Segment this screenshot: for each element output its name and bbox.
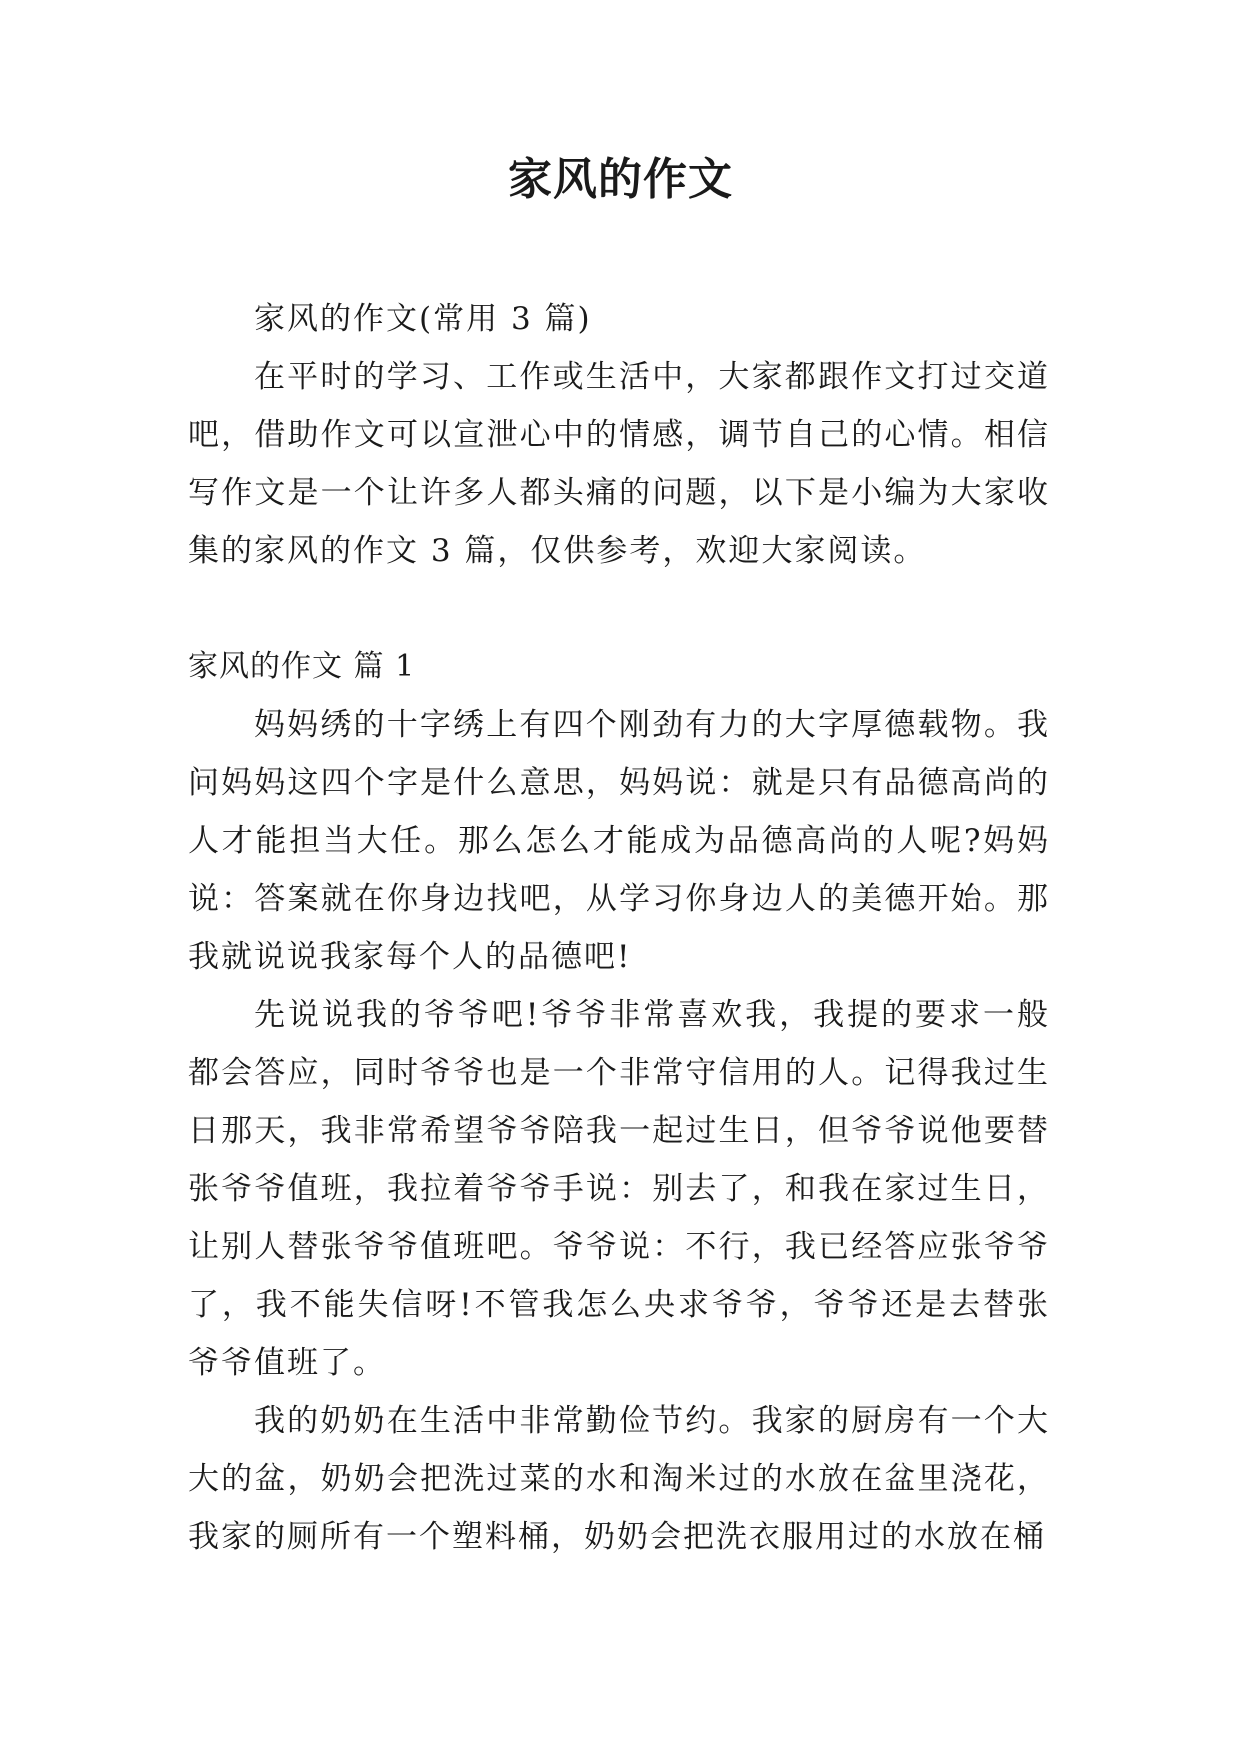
intro-paragraph: 在平时的学习、工作或生活中，大家都跟作文打过交道吧，借助作文可以宣泄心中的情感，调节自己的心情。相信写作文是一个让许多人都头痛的问题，以下是小编为大家收集的家风的作文 3 篇，仅供参考，欢迎大家阅读。: [188, 359, 1050, 569]
spacer: [188, 580, 1050, 638]
paragraph-3: 我的奶奶在生活中非常勤俭节约。我家的厨房有一个大大的盆，奶奶会把洗过菜的水和淘米过的水放在盆里浇花，我家的厕所有一个塑料桶，奶奶会把洗衣服用过的水放在桶: [188, 1403, 1050, 1555]
document-title: 家风的作文: [508, 154, 733, 205]
paragraph-1: 妈妈绣的十字绣上有四个刚劲有力的大字厚德载物。我问妈妈这四个字是什么意思，妈妈说：就是只有品德高尚的人才能担当大任。那么怎么才能成为品德高尚的人呢?妈妈说：答案就在你身边找吧，从学习你身边人的美德开始。那我就说说我家每个人的品德吧!: [188, 707, 1050, 975]
document-body: [188, 290, 1050, 1566]
section-heading: 家风的作文 篇 1: [188, 649, 416, 684]
subtitle: 家风的作文(常用 3 篇): [254, 301, 592, 337]
paragraph-2: 先说说我的爷爷吧!爷爷非常喜欢我，我提的要求一般都会答应，同时爷爷也是一个非常守信用的人。记得我过生日那天，我非常希望爷爷陪我一起过生日，但爷爷说他要替张爷爷值班，我拉着爷爷手说：别去了，和我在家过生日，让别人替张爷爷值班吧。爷爷说：不行，我已经答应张爷爷了，我不能失信呀!不管我怎么央求爷爷，爷爷还是去替张爷爷值班了。: [188, 997, 1050, 1381]
